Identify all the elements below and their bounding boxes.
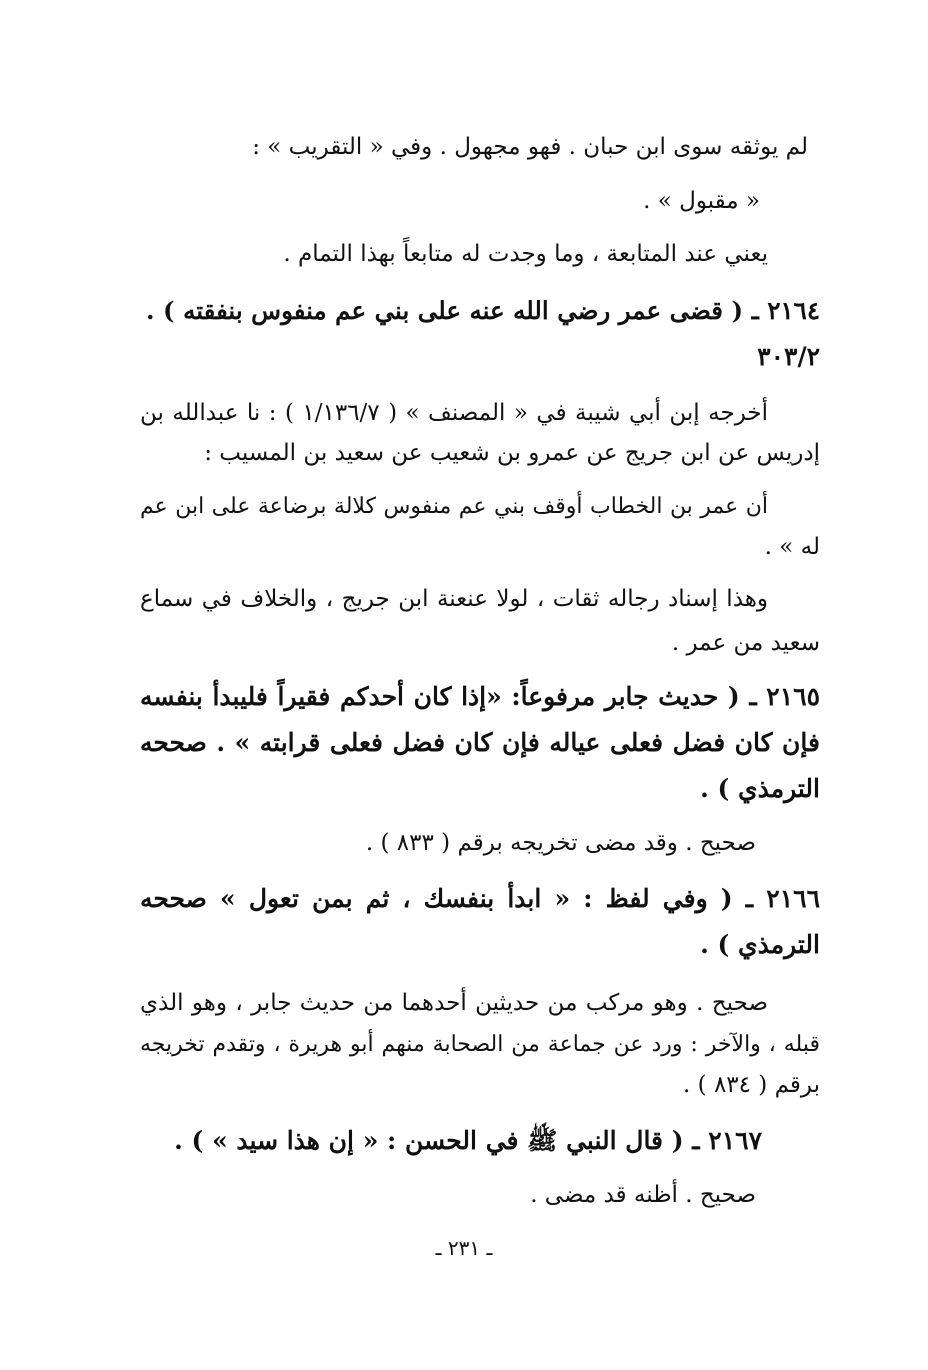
hadith-heading: الترمذي ) .: [700, 774, 820, 803]
text-line: سعيد من عمر .: [671, 630, 820, 656]
hadith-heading: الترمذي ) .: [700, 930, 820, 959]
text-line: وهذا إسناد رجاله ثقات ، لولا عنعنة ابن جريج ، والخلاف في سماع: [140, 586, 768, 612]
text-line: إدريس عن ابن جريج عن عمرو بن شعيب عن سعيد بن المسيب :: [204, 440, 820, 466]
text-line: لم يوثقه سوى ابن حبان . فهو مجهول . وفي « التقريب » :: [252, 134, 808, 160]
hadith-heading: ٢١٦٧ ـ ( قال النبي ﷺ في الحسن : « إن هذا سيد » ) .: [174, 1126, 762, 1155]
text-line: أخرجه إبن أبي شيبة في « المصنف » ( ١/١٣٦/٧ ) : نا عبدالله بن: [140, 400, 768, 426]
hadith-heading: فإن كان فضل فعلى عياله فإن كان فضل فعلى قرابته » . صححه: [140, 728, 820, 757]
text-line: أن عمر بن الخطاب أوقف بني عم منفوس كلالة برضاعة على ابن عم: [140, 494, 768, 519]
text-line: صحيح . أظنه قد مضى .: [530, 1182, 756, 1208]
text-line: قبله ، والآخر : ورد عن جماعة من الصحابة منهم أبو هريرة ، وتقدم تخريجه: [140, 1032, 820, 1057]
hadith-heading: ٢١٦٥ ـ ( حديث جابر مرفوعاً: «إذا كان أحدكم فقيراً فليبدأ بنفسه: [140, 682, 820, 711]
page-number: ـ ٢٣١ ـ: [435, 1236, 493, 1260]
text-line: « مقبول » .: [643, 188, 760, 214]
text-line: صحيح . وهو مركب من حديثين أحدهما من حديث جابر ، وهو الذي: [140, 990, 768, 1016]
text-line: برقم ( ٨٣٤ ) .: [683, 1072, 820, 1098]
hadith-heading: ٢١٦٤ ـ ( قضى عمر رضي الله عنه على بني عم منفوس بنفقته ) .: [145, 296, 820, 325]
reference-number: ٣٠٣/٢: [757, 342, 820, 371]
hadith-heading: ٢١٦٦ ـ ( وفي لفظ : « ابدأ بنفسك ، ثم بمن تعول » صححه: [140, 884, 820, 913]
text-line: له » .: [764, 534, 820, 560]
text-line: يعني عند المتابعة ، وما وجدت له متابعاً بهذا التمام .: [283, 241, 768, 267]
text-line: صحيح . وقد مضى تخريجه برقم ( ٨٣٣ ) .: [365, 830, 756, 856]
